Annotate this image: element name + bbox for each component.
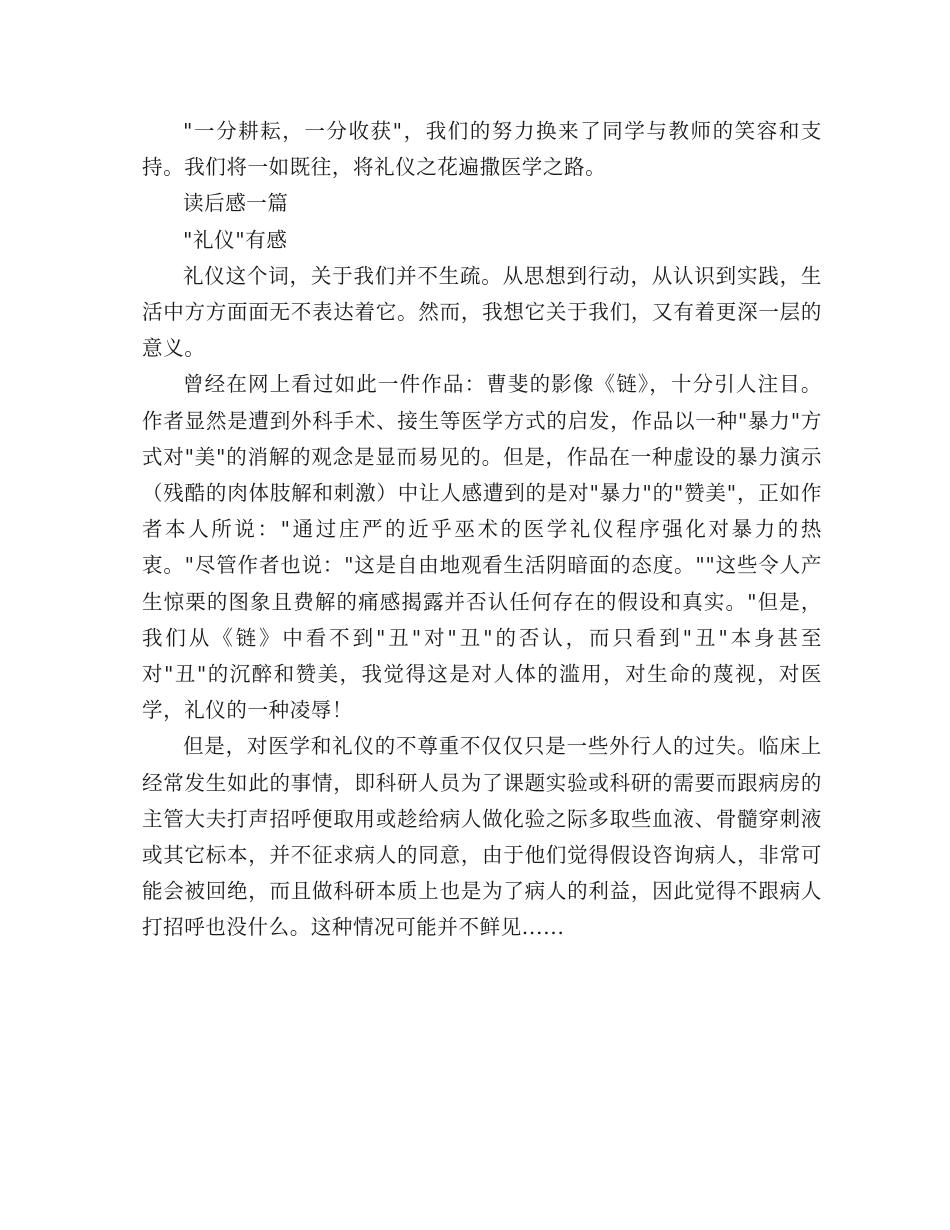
paragraph-artwork-critique: 曾经在网上看过如此一件作品：曹斐的影像《链》，十分引人注目。作者显然是遭到外科手术、接生等医学方式的启发，作品以一种"暴力"方式对"美"的消解的观念是显而易见的。但是，作品在一种虚设的暴力演示（残酷的肉体肢解和刺激）中让人感遭到的是对"暴力"的"赞美"，正如作者本人所说："通过庄严的近乎巫术的医学礼仪程序强化对暴力的热衷。"尽管作者也说："这是自由地观看生活阴暗面的态度。""这些令人产生惊栗的图象且费解的痛感揭露并否认任何存在的假设和真实。"但是，我们从《链》中看不到"丑"对"丑"的否认，而只看到"丑"本身甚至对"丑"的沉醉和赞美，我觉得这是对人体的滥用，对生命的蔑视，对医学，礼仪的一种凌辱！ <box>142 372 822 723</box>
paragraph-etiquette-meaning: 礼仪这个词，关于我们并不生疏。从思想到行动，从认识到实践，生活中方方面面无不表达着它。然而，我想它关于我们，又有着更深一层的意义。 <box>142 263 822 361</box>
document-body <box>142 113 822 946</box>
section-heading: 读后感一篇 <box>183 191 289 216</box>
paragraph-intro: "一分耕耘，一分收获"，我们的努力换来了同学与教师的笑容和支持。我们将一如既往，将礼仪之花遍撒医学之路。 <box>142 119 822 180</box>
paragraph-clinical-practice: 但是，对医学和礼仪的不尊重不仅仅只是一些外行人的过失。临床上经常发生如此的事情，即科研人员为了课题实验或科研的需要而跟病房的主管大夫打声招呼便取用或趁给病人做化验之际多取些血液、骨髓穿刺液或其它标本，并不征求病人的同意，由于他们觉得假设咨询病人，非常可能会被回绝，而且做科研本质上也是为了病人的利益，因此觉得不跟病人打招呼也没什么。这种情况可能并不鲜见...... <box>142 734 822 940</box>
essay-title: "礼仪"有感 <box>183 227 288 252</box>
